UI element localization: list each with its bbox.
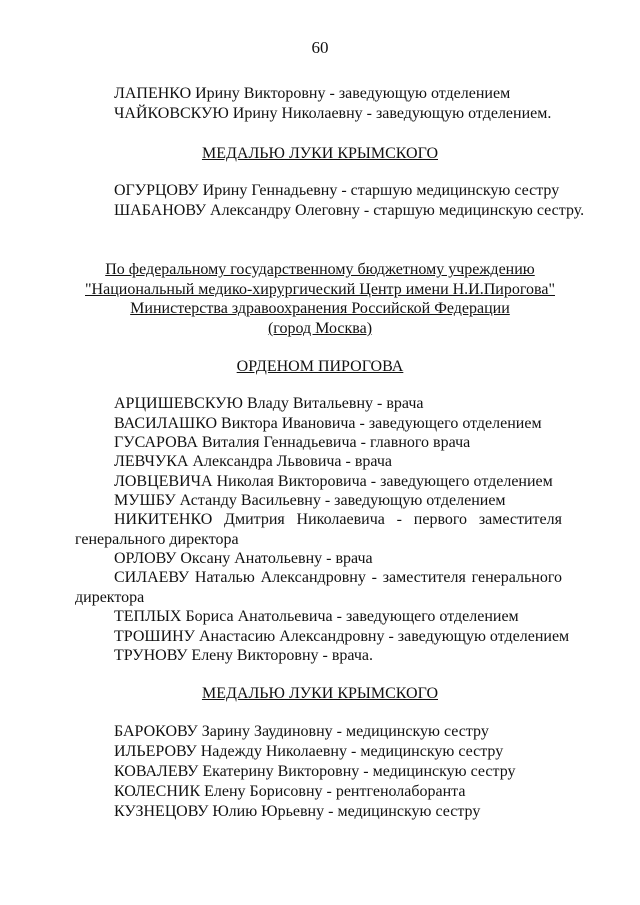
section-heading: ОРДЕНОМ ПИРОГОВА bbox=[236, 358, 404, 375]
list-item: КОВАЛЕВУ Екатерину Викторовну - медицинскую сестру bbox=[114, 763, 516, 780]
list-item: ЛАПЕНКО Ирину Викторовну - заведующую отделением bbox=[114, 85, 511, 102]
list-item: ВАСИЛАШКО Виктора Ивановича - заведующего отделением bbox=[114, 415, 542, 432]
list-item: СИЛАЕВУ Наталью Александровну - заместителя генерального директора bbox=[75, 569, 562, 606]
list-item: ОРЛОВУ Оксану Анатольевну - врача bbox=[114, 550, 373, 567]
list-item: АРЦИШЕВСКУЮ Владу Витальевну - врача bbox=[114, 395, 424, 412]
list-item: ИЛЬЕРОВУ Надежду Николаевну - медицинскую сестру bbox=[114, 743, 504, 760]
institution-line: Министерства здравоохранения Российской Федерации bbox=[130, 300, 510, 317]
page-number: 60 bbox=[311, 38, 329, 57]
list-item: МУШБУ Астанду Васильевну - заведующую отделением bbox=[114, 492, 506, 509]
list-item: ТЕПЛЫХ Бориса Анатольевича - заведующего отделением bbox=[114, 608, 519, 625]
list-item: ЛОВЦЕВИЧА Николая Викторовича - заведующего отделением bbox=[114, 473, 553, 490]
list-item: ОГУРЦОВУ Ирину Геннадьевну - старшую медицинскую сестру bbox=[114, 182, 560, 199]
list-item: НИКИТЕНКО Дмитрия Николаевича - первого заместителя генерального директора bbox=[75, 511, 562, 548]
list-item: ЛЕВЧУКА Александра Львовича - врача bbox=[114, 453, 393, 470]
list-item: БАРОКОВУ Зарину Заудиновну - медицинскую сестру bbox=[114, 723, 489, 740]
list-item: ШАБАНОВУ Александру Олеговну - старшую медицинскую сестру. bbox=[114, 202, 585, 219]
institution-line: По федеральному государственному бюджетному учреждению bbox=[105, 261, 535, 278]
list-item: ТРУНОВУ Елену Викторовну - врача. bbox=[114, 647, 374, 664]
list-item: КУЗНЕЦОВУ Юлию Юрьевну - медицинскую сестру bbox=[114, 803, 481, 820]
section-heading: МЕДАЛЬЮ ЛУКИ КРЫМСКОГО bbox=[201, 145, 438, 162]
institution-line: (город Москва) bbox=[267, 320, 373, 337]
section-heading: МЕДАЛЬЮ ЛУКИ КРЫМСКОГО bbox=[201, 685, 438, 702]
institution-line: "Национальный медико-хирургический Центр имени Н.И.Пирогова" bbox=[85, 281, 555, 298]
list-item: ТРОШИНУ Анастасию Александровну - заведующую отделением bbox=[114, 628, 570, 645]
list-item: ГУСАРОВА Виталия Геннадьевича - главного врача bbox=[114, 434, 471, 451]
list-item: ЧАЙКОВСКУЮ Ирину Николаевну - заведующую отделением. bbox=[114, 105, 552, 122]
list-item: КОЛЕСНИК Елену Борисовну - рентгенолаборанта bbox=[114, 783, 466, 800]
